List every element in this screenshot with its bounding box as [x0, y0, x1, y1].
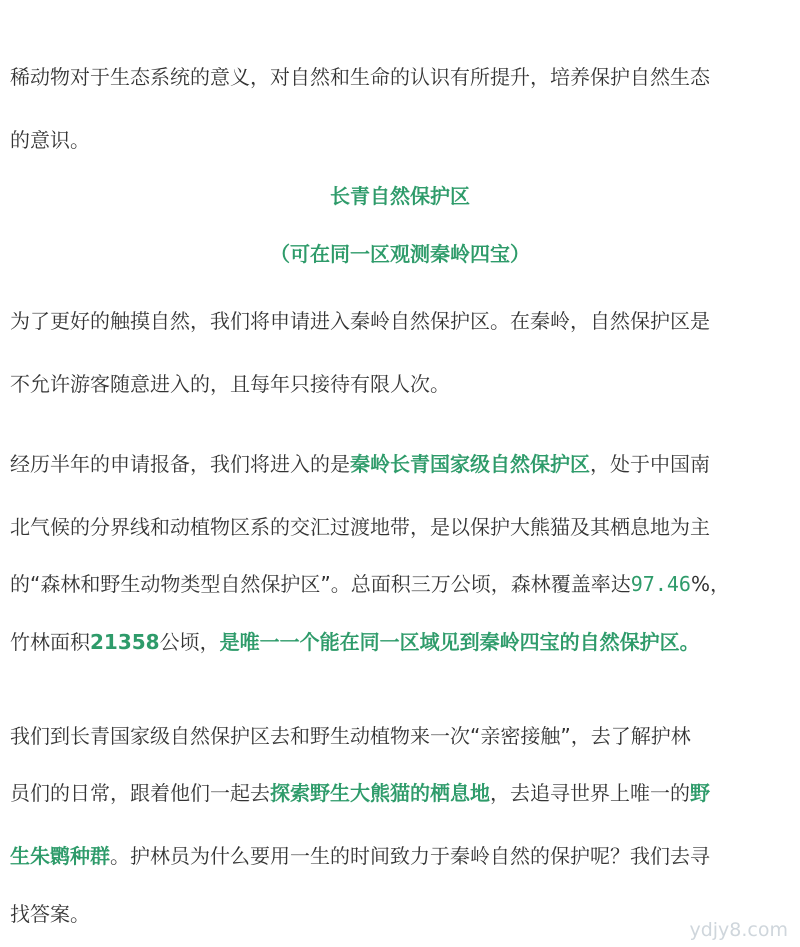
- p1-line-1: 为了更好的触摸自然，我们将申请进入秦岭自然保护区。在秦岭，自然保护区是: [10, 309, 710, 333]
- p3-line-3: [10, 842, 710, 870]
- p1-line-2: 不允许游客随意进入的，且每年只接待有限人次。: [10, 372, 450, 396]
- bamboo-area-value: 21358: [90, 630, 160, 654]
- section-heading: 长青自然保护区: [330, 184, 470, 208]
- ibis-highlight-end: 生朱鹮种群: [10, 844, 110, 868]
- p3-text: ，去追寻世界上唯一的: [490, 781, 690, 805]
- p2-text: 公顷，: [159, 630, 220, 654]
- p2-text: ，处于中国南: [590, 452, 710, 476]
- p2-line-1: [10, 450, 710, 478]
- unique-reserve-highlight: 是唯一一个能在同一区域见到秦岭四宝的自然保护区。: [219, 630, 700, 654]
- p3-line-2: [10, 779, 710, 807]
- p2-line-3: [10, 570, 730, 598]
- forest-coverage-value: 97.46: [630, 572, 691, 596]
- ibis-highlight-start: 野: [690, 781, 710, 805]
- p2-text: 竹林面积: [10, 630, 90, 654]
- p2-text: 的“森林和野生动物类型自然保护区”。总面积三万公顷，森林覆盖率达: [10, 572, 631, 596]
- panda-habitat-highlight: 探索野生大熊猫的栖息地: [270, 781, 490, 805]
- watermark: ydjy8.com: [689, 919, 788, 941]
- p2-line-2: 北气候的分界线和动植物区系的交汇过渡地带，是以保护大熊猫及其栖息地为主: [10, 515, 710, 539]
- reserve-name-highlight: 秦岭长青国家级自然保护区: [350, 452, 590, 476]
- p3-line-4: 找答案。: [10, 902, 90, 926]
- p3-text: 员们的日常，跟着他们一起去: [10, 781, 270, 805]
- p3-text: 。护林员为什么要用一生的时间致力于秦岭自然的保护呢？我们去寻: [110, 844, 710, 868]
- intro-line-2: 的意识。: [10, 128, 90, 152]
- p2-text: %，: [690, 572, 730, 596]
- intro-line-1: 稀动物对于生态系统的意义，对自然和生命的认识有所提升，培养保护自然生态: [10, 65, 710, 89]
- p3-line-1: 我们到长青国家级自然保护区去和野生动植物来一次“亲密接触”，去了解护林: [10, 724, 691, 748]
- p2-text: 经历半年的申请报备，我们将进入的是: [10, 452, 350, 476]
- section-subheading: （可在同一区观测秦岭四宝）: [270, 242, 530, 266]
- p2-line-4: [10, 628, 700, 656]
